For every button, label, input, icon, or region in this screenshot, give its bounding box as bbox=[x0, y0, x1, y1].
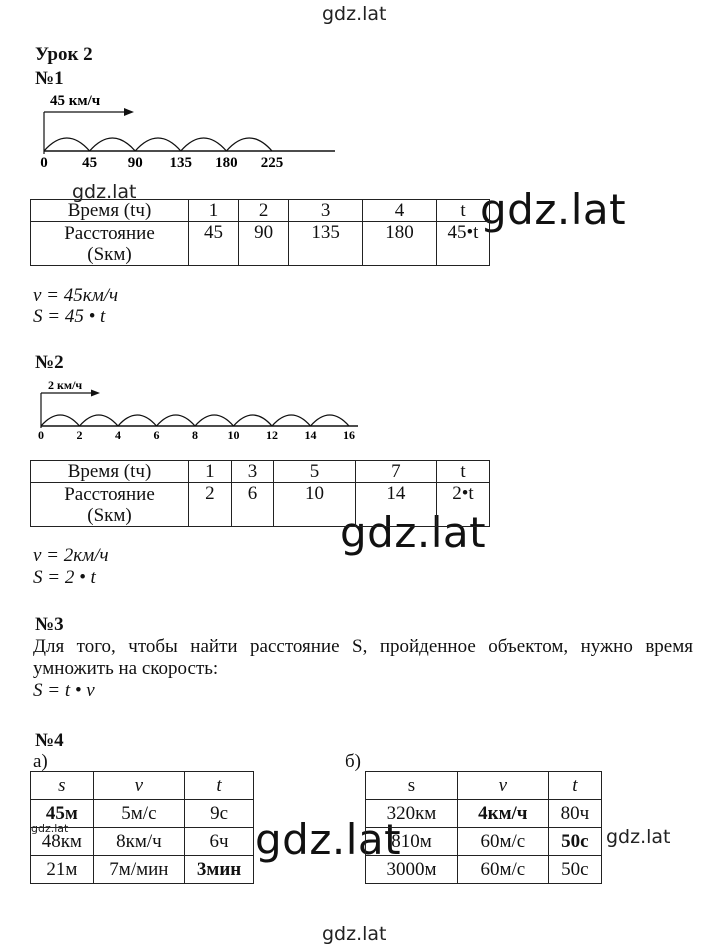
t4b-r1-s: 320км bbox=[366, 800, 458, 828]
t1-r2-c2: 90 bbox=[239, 222, 289, 266]
task1-arc bbox=[181, 138, 227, 151]
t4a-r3-v: 7м/мин bbox=[93, 856, 184, 884]
watermark-large-2: gdz.lat bbox=[340, 508, 487, 557]
task4-number: №4 bbox=[35, 730, 64, 751]
t1-r2-c4: 180 bbox=[363, 222, 437, 266]
task3-number: №3 bbox=[35, 614, 64, 635]
t4b-head-t: t bbox=[548, 772, 601, 800]
task2-formula-s: S = 2 • t bbox=[33, 567, 96, 588]
t2-r1-c5: t bbox=[437, 461, 490, 483]
t4b-r3-s: 3000м bbox=[366, 856, 458, 884]
task1-tick-label: 180 bbox=[215, 155, 238, 171]
task2-speed-label: 2 км/ч bbox=[48, 378, 83, 392]
t2-r1-c2: 3 bbox=[231, 461, 274, 483]
task2-tick-label: 12 bbox=[266, 428, 278, 442]
task2-tick-label: 16 bbox=[343, 428, 355, 442]
task1-arc bbox=[90, 138, 136, 151]
task1-tick-label: 0 bbox=[40, 155, 48, 171]
task2-arc bbox=[80, 415, 119, 426]
task2-tick-label: 6 bbox=[153, 428, 160, 442]
task2-number-line bbox=[30, 375, 360, 443]
task1-speed-label: 45 км/ч bbox=[50, 93, 101, 109]
task2-arc bbox=[118, 415, 157, 426]
task2-tick-label: 14 bbox=[304, 428, 317, 442]
task4a-label: а) bbox=[33, 751, 48, 772]
t4b-head-v: v bbox=[457, 772, 548, 800]
t4a-r2-t: 6ч bbox=[185, 828, 254, 856]
t4a-r2-v: 8км/ч bbox=[93, 828, 184, 856]
task2-formula-v: v = 2км/ч bbox=[33, 545, 109, 566]
watermark-bottom: gdz.lat bbox=[322, 923, 387, 945]
watermark-large-3: gdz.lat bbox=[255, 815, 402, 864]
task2-arc bbox=[311, 415, 350, 426]
t1-r2-c5: 45•t bbox=[437, 222, 490, 266]
t2-r2-c2: 6 bbox=[231, 483, 274, 527]
t4a-r1-v: 5м/с bbox=[93, 800, 184, 828]
task2-arc bbox=[41, 415, 80, 426]
t1-r2-c0: Расстояние (Sкм) bbox=[31, 222, 189, 266]
task2-tick-label: 0 bbox=[38, 428, 44, 442]
t4a-head-t: t bbox=[185, 772, 254, 800]
task2-tick-label: 8 bbox=[192, 428, 198, 442]
t4a-head-s: s bbox=[31, 772, 94, 800]
task1-tick-label: 135 bbox=[169, 155, 193, 171]
task2-arc bbox=[157, 415, 196, 426]
watermark-large-1: gdz.lat bbox=[480, 185, 627, 234]
t4b-r1-v: 4км/ч bbox=[457, 800, 548, 828]
t2-r1-c1: 1 bbox=[189, 461, 232, 483]
t4a-r3-s: 21м bbox=[31, 856, 94, 884]
task1-number: №1 bbox=[35, 68, 64, 89]
task2-arc bbox=[234, 415, 273, 426]
task1-tick-label: 90 bbox=[127, 155, 143, 171]
task2-number: №2 bbox=[35, 352, 64, 373]
task2-tick-label: 4 bbox=[115, 428, 121, 442]
t4b-r3-t: 50с bbox=[548, 856, 601, 884]
task4a-table bbox=[30, 771, 254, 884]
t2-r1-c0: Время (tч) bbox=[31, 461, 189, 483]
t1-r2-c1: 45 bbox=[189, 222, 239, 266]
t1-r2-c3: 135 bbox=[289, 222, 363, 266]
task2-arc bbox=[195, 415, 234, 426]
t4a-r1-t: 9с bbox=[185, 800, 254, 828]
t4b-r1-t: 80ч bbox=[548, 800, 601, 828]
t4b-r2-v: 60м/с bbox=[457, 828, 548, 856]
task2-arc bbox=[272, 415, 311, 426]
t4a-r3-t: 3мин bbox=[185, 856, 254, 884]
t4b-head-s: s bbox=[366, 772, 458, 800]
t1-r1-c1: 1 bbox=[189, 200, 239, 222]
t2-r2-c3: 10 bbox=[274, 483, 355, 527]
t1-r1-c0: Время (tч) bbox=[31, 200, 189, 222]
t2-r1-c4: 7 bbox=[355, 461, 436, 483]
t4b-r3-v: 60м/с bbox=[457, 856, 548, 884]
task1-formula-v: v = 45км/ч bbox=[33, 285, 119, 306]
t2-r1-c3: 5 bbox=[274, 461, 355, 483]
t1-r1-c2: 2 bbox=[239, 200, 289, 222]
task1-formula-s: S = 45 • t bbox=[33, 306, 106, 327]
t2-r2-c0: Расстояние (Sкм) bbox=[31, 483, 189, 527]
task1-number-line bbox=[30, 88, 350, 180]
task3-line2: умножить на скорость: bbox=[33, 658, 219, 679]
t2-r2-c4: 14 bbox=[355, 483, 436, 527]
task1-tick-label: 45 bbox=[82, 155, 98, 171]
task1-tick-label: 225 bbox=[260, 155, 284, 171]
task3-line1: Для того, чтобы найти расстояние S, пройденное объектом, нужно время bbox=[33, 636, 693, 657]
t1-r1-c3: 3 bbox=[289, 200, 363, 222]
t1-r1-c4: 4 bbox=[363, 200, 437, 222]
task2-table bbox=[30, 460, 490, 527]
t4b-r2-t: 50с bbox=[548, 828, 601, 856]
t4a-head-v: v bbox=[93, 772, 184, 800]
t4a-r2-s: 48км bbox=[31, 828, 94, 856]
task4b-table bbox=[365, 771, 602, 884]
watermark-right: gdz.lat bbox=[606, 826, 671, 848]
task2-tick-label: 10 bbox=[227, 428, 240, 442]
task2-tick-label: 2 bbox=[76, 428, 83, 442]
t4a-r1-s: 45м bbox=[31, 800, 94, 828]
watermark-top: gdz.lat bbox=[322, 3, 387, 25]
task1-arc bbox=[44, 138, 90, 151]
watermark-tiny: gdz.lat bbox=[31, 822, 69, 835]
lesson-title: Урок 2 bbox=[35, 44, 93, 65]
t2-r2-c5: 2•t bbox=[437, 483, 490, 527]
t4b-r2-s: 810м bbox=[366, 828, 458, 856]
watermark-table1: gdz.lat bbox=[72, 181, 137, 203]
task3-formula: S = t • v bbox=[33, 680, 95, 701]
task1-arc bbox=[135, 138, 181, 151]
task1-arc bbox=[226, 138, 272, 151]
task4b-label: б) bbox=[345, 751, 361, 772]
task1-table bbox=[30, 199, 490, 266]
t2-r2-c1: 2 bbox=[189, 483, 232, 527]
t1-r1-c5: t bbox=[437, 200, 490, 222]
